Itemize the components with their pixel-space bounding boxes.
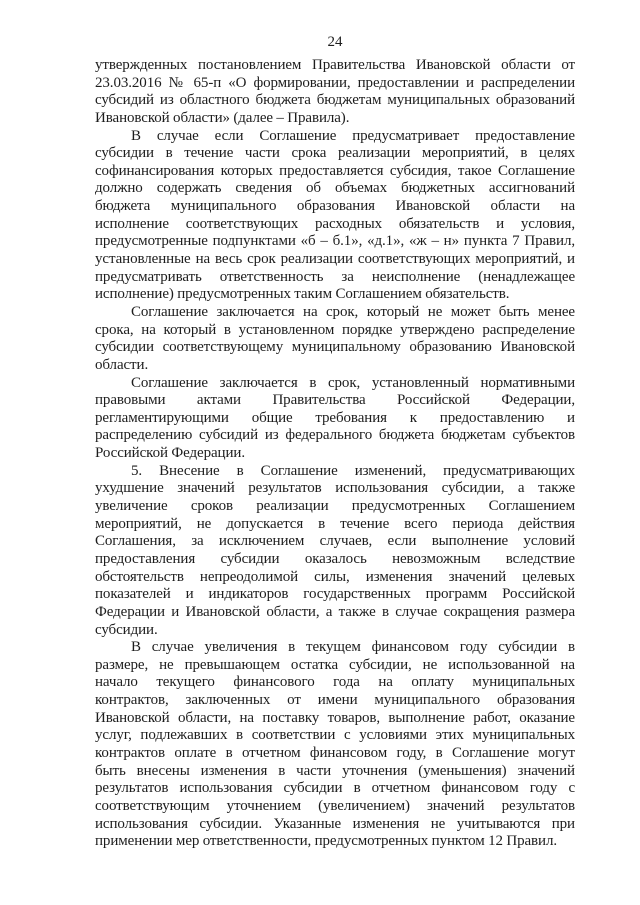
text-line: применении мер ответственности, предусмотренных пунктом 12 Правил.: [95, 833, 557, 850]
text-line: контрактов оплате в отчетном финансовом году, в Соглашение могут: [95, 744, 575, 761]
text-line: Федерации и Ивановской области, а также в случае сокращения размера: [95, 603, 575, 620]
paragraph: [95, 463, 575, 639]
text-line: В случае увеличения в текущем финансовом году субсидии в: [131, 639, 575, 656]
text-line: правовыми актами Правительства Российской Федерации,: [95, 392, 575, 409]
text-line: размере, не превышающем остатка субсидии, не использованной на: [95, 656, 575, 673]
document-body: [95, 57, 575, 851]
text-line: начало текущего финансового года на оплату муниципальных: [95, 674, 575, 691]
page-number: 24: [327, 34, 343, 50]
text-line: срока, на который в установленном порядке утверждено распределение: [95, 321, 575, 338]
text-line: предусматривать ответственность за неисполнение (ненадлежащее: [95, 268, 575, 285]
paragraph: [95, 128, 575, 304]
text-line: увеличение сроков реализации предусмотренных Соглашением: [95, 498, 575, 515]
text-line: исполнение соответствующих расходных обязательств и условия,: [95, 215, 575, 232]
text-line: соответствующим уточнением (увеличением) значений результатов: [95, 797, 575, 814]
text-line: субсидии соответствующему муниципальному образованию Ивановской: [95, 339, 575, 356]
text-line: субсидии.: [95, 621, 158, 638]
text-line: В случае если Соглашение предусматривает предоставление: [131, 127, 575, 144]
text-line: Российской Федерации.: [95, 445, 245, 462]
text-line: услуг, подлежавших в соответствии с условиями этих муниципальных: [95, 727, 575, 744]
text-line: установленные на весь срок реализации соответствующих мероприятий, и: [95, 251, 575, 268]
paragraph: [95, 375, 575, 463]
text-line: быть внесены изменения в части уточнения (уменьшения) значений: [95, 762, 575, 779]
paragraph: [95, 304, 575, 375]
text-line: субсидий из областного бюджета бюджетам муниципальных образований: [95, 92, 575, 109]
text-line: софинансирования которых предоставляется субсидия, такое Соглашение: [95, 162, 575, 179]
text-line: исполнение) предусмотренных таким Соглашением обязательств.: [95, 286, 510, 303]
text-line: должно содержать сведения об объемах бюджетных ассигнований: [95, 180, 575, 197]
text-line: результатов использования субсидии в отчетном финансовом году с: [95, 780, 575, 797]
text-line: обстоятельств непреодолимой силы, изменения значений целевых: [95, 568, 575, 585]
paragraph: [95, 57, 575, 128]
text-line: предоставления субсидии оказалось невозможным вследствие: [95, 550, 575, 567]
text-line: 5. Внесение в Соглашение изменений, предусматривающих: [131, 462, 575, 479]
text-line: субсидии в течение части срока реализации мероприятий, в целях: [95, 145, 575, 162]
text-line: показателей и индикаторов государственных программ Российской: [95, 586, 575, 603]
text-line: утвержденных постановлением Правительства Ивановской области от: [95, 57, 575, 73]
text-line: области.: [95, 356, 149, 373]
paragraph: [95, 639, 575, 851]
text-line: 23.03.2016 № 65-п «О формировании, предоставлении и распределении: [95, 74, 575, 91]
text-line: Соглашения, за исключением случаев, если выполнение условий: [95, 533, 575, 550]
text-line: контрактов, заключенных от имени муниципального образования: [95, 692, 575, 709]
text-line: Соглашение заключается на срок, который не может быть менее: [131, 303, 575, 320]
text-line: Ивановской области, на поставку товаров, выполнение работ, оказание: [95, 709, 575, 726]
text-line: регламентирующими общие требования к предоставлению и: [95, 409, 575, 426]
text-line: Ивановской области» (далее – Правила).: [95, 109, 350, 126]
text-line: предусмотренные подпунктами «б – б.1», «д.1», «ж – н» пункта 7 Правил,: [95, 233, 575, 250]
text-line: использования субсидии. Указанные изменения не учитываются при: [95, 815, 575, 832]
text-line: распределению субсидий из федерального бюджета бюджетам субъектов: [95, 427, 575, 444]
text-line: мероприятий, не допускается в течение всего периода действия: [95, 515, 575, 532]
text-line: бюджета муниципального образования Ивановской области на: [95, 198, 575, 215]
text-line: ухудшение значений результатов использования субсидии, а также: [95, 480, 575, 497]
text-line: Соглашение заключается в срок, установленный нормативными: [131, 374, 575, 391]
